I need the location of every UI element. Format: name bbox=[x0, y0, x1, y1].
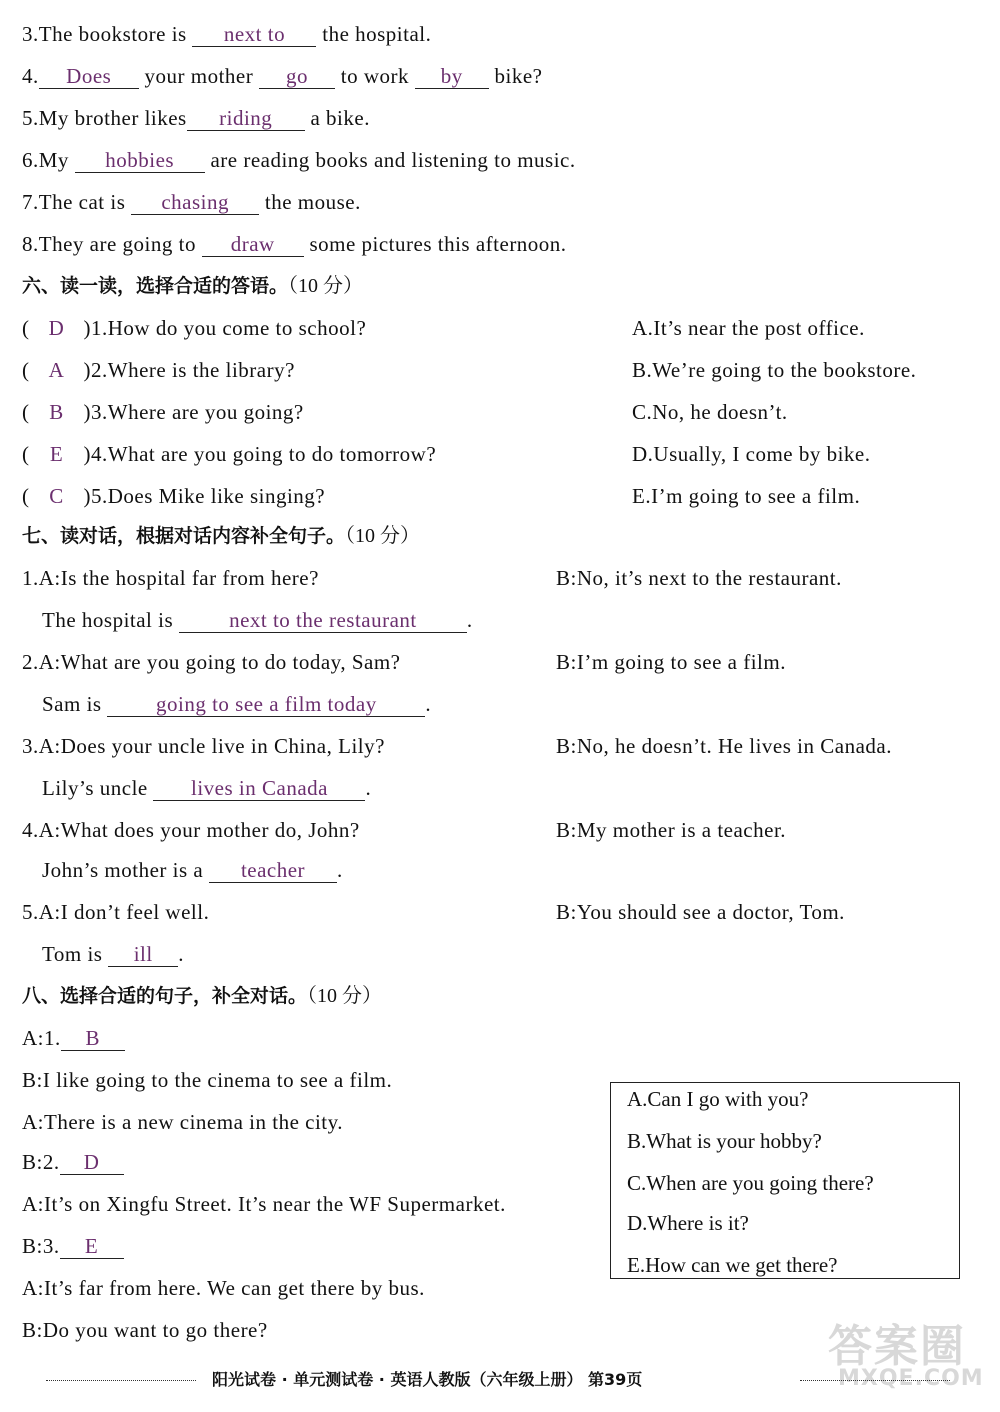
options-box bbox=[610, 1082, 960, 1279]
question-text: are reading books and listening to music. bbox=[204, 148, 576, 172]
question-text: 5.My brother likes bbox=[22, 106, 187, 130]
dialogue-a-3: 3.A:Does your uncle live in China, Lily? bbox=[22, 734, 385, 758]
question-text: to work bbox=[334, 64, 415, 88]
answer-blank: draw bbox=[202, 232, 304, 257]
speaker-label: A:1. bbox=[22, 1026, 61, 1050]
question-text: 6.My bbox=[22, 148, 75, 172]
dialogue-b-1: B:No, it’s next to the restaurant. bbox=[556, 566, 842, 590]
dialogue-line-4 bbox=[22, 1148, 124, 1176]
answer-blank: go bbox=[259, 64, 335, 89]
answer-blank: ill bbox=[108, 942, 178, 967]
watermark-url: MXQE.COM bbox=[838, 1366, 984, 1391]
matching-option-a: A.It’s near the post office. bbox=[632, 316, 865, 340]
footer-divider bbox=[800, 1380, 950, 1381]
question-text: 3.The bookstore is bbox=[22, 22, 193, 46]
watermark-text: 答案圈 bbox=[828, 1321, 966, 1372]
question-5-3 bbox=[22, 20, 431, 48]
footer-divider bbox=[46, 1380, 196, 1381]
question-text: the mouse. bbox=[259, 190, 361, 214]
question-text: John’s mother is a bbox=[42, 858, 209, 882]
question-5-6 bbox=[22, 146, 576, 174]
section-6-heading bbox=[22, 272, 363, 300]
question-text: a bike. bbox=[304, 106, 370, 130]
matching-option-e: E.I’m going to see a film. bbox=[632, 484, 861, 508]
dialogue-a-5: 5.A:I don’t feel well. bbox=[22, 900, 210, 924]
question-text: )5.Does Mike like singing? bbox=[83, 484, 326, 508]
question-text: some pictures this afternoon. bbox=[303, 232, 567, 256]
option-a: A.Can I go with you? bbox=[627, 1087, 809, 1111]
footer-text: 阳光试卷 · 单元测试卷 · 英语人教版（六年级上册） 第39页 bbox=[212, 1370, 643, 1389]
answer-letter: C bbox=[49, 484, 64, 508]
matching-option-d: D.Usually, I come by bike. bbox=[632, 442, 871, 466]
dialogue-line-7: A:It’s far from here. We can get there by bus. bbox=[22, 1276, 425, 1300]
answer-blank: next to the restaurant bbox=[179, 608, 467, 633]
dialogue-line-1 bbox=[22, 1024, 125, 1052]
answer-blank: teacher bbox=[209, 858, 337, 883]
answer-letter: D bbox=[48, 316, 65, 340]
section-7-heading bbox=[22, 522, 420, 550]
matching-option-b: B.We’re going to the bookstore. bbox=[632, 358, 917, 382]
answer-blank: E bbox=[60, 1234, 124, 1259]
completion-5 bbox=[42, 940, 184, 968]
section-title: 六、读一读，选择合适的答语。 bbox=[22, 275, 289, 297]
question-text: . bbox=[365, 776, 372, 800]
section-points: （10 分） bbox=[345, 525, 421, 547]
matching-option-c: C.No, he doesn’t. bbox=[632, 400, 788, 424]
answer-blank: by bbox=[415, 64, 489, 89]
section-8-heading bbox=[22, 982, 382, 1010]
question-text: . bbox=[178, 942, 184, 966]
question-text: )1.How do you come to school? bbox=[83, 316, 367, 340]
answer-blank: riding bbox=[187, 106, 305, 131]
answer-blank: D bbox=[60, 1150, 124, 1175]
dialogue-line-8: B:Do you want to go there? bbox=[22, 1318, 268, 1342]
matching-question-1: ( D )1.How do you come to school? bbox=[22, 316, 367, 340]
answer-letter: B bbox=[49, 400, 64, 424]
question-text: . bbox=[425, 692, 432, 716]
question-text: )4.What are you going to do tomorrow? bbox=[83, 442, 437, 466]
answer-blank: B bbox=[61, 1026, 125, 1051]
dialogue-line-3: A:There is a new cinema in the city. bbox=[22, 1110, 344, 1134]
matching-question-3: ( B )3.Where are you going? bbox=[22, 400, 304, 424]
completion-2 bbox=[42, 690, 431, 718]
section-title: 七、读对话，根据对话内容补全句子。 bbox=[22, 525, 346, 547]
option-e: E.How can we get there? bbox=[627, 1253, 838, 1277]
page-footer bbox=[0, 1366, 1000, 1396]
question-text: Lily’s uncle bbox=[42, 776, 154, 800]
dialogue-line-5: A:It’s on Xingfu Street. It’s near the WF Supermarket. bbox=[22, 1192, 506, 1216]
section-title: 八、选择合适的句子，补全对话。 bbox=[22, 985, 308, 1007]
matching-question-4: ( E )4.What are you going to do tomorrow? bbox=[22, 442, 437, 466]
question-number: 4. bbox=[22, 64, 39, 88]
speaker-label: B:2. bbox=[22, 1150, 60, 1174]
question-text: your mother bbox=[138, 64, 259, 88]
dialogue-b-2: B:I’m going to see a film. bbox=[556, 650, 786, 674]
completion-1 bbox=[42, 606, 473, 634]
dialogue-b-4: B:My mother is a teacher. bbox=[556, 818, 787, 842]
answer-blank: hobbies bbox=[75, 148, 205, 173]
section-points: （10 分） bbox=[307, 985, 383, 1007]
section-points: （10 分） bbox=[288, 275, 364, 297]
question-text: Sam is bbox=[42, 692, 108, 716]
dialogue-b-3: B:No, he doesn’t. He lives in Canada. bbox=[556, 734, 892, 758]
question-text: bike? bbox=[488, 64, 543, 88]
option-b: B.What is your hobby? bbox=[627, 1129, 822, 1153]
question-text: the hospital. bbox=[316, 22, 432, 46]
answer-letter: E bbox=[49, 442, 64, 466]
answer-blank: lives in Canada bbox=[153, 776, 365, 801]
answer-blank: chasing bbox=[131, 190, 259, 215]
speaker-label: B:3. bbox=[22, 1234, 60, 1258]
question-5-8 bbox=[22, 230, 567, 258]
completion-4 bbox=[42, 856, 343, 884]
matching-question-5: ( C )5.Does Mike like singing? bbox=[22, 484, 326, 508]
question-text: Tom is bbox=[42, 942, 109, 966]
answer-blank: Does bbox=[39, 64, 139, 89]
dialogue-a-2: 2.A:What are you going to do today, Sam? bbox=[22, 650, 401, 674]
matching-question-2: ( A )2.Where is the library? bbox=[22, 358, 295, 382]
question-5-5 bbox=[22, 104, 370, 132]
dialogue-line-6 bbox=[22, 1232, 124, 1260]
question-text: . bbox=[337, 858, 343, 882]
question-text: 7.The cat is bbox=[22, 190, 132, 214]
question-5-7 bbox=[22, 188, 361, 216]
dialogue-a-4: 4.A:What does your mother do, John? bbox=[22, 818, 360, 842]
dialogue-b-5: B:You should see a doctor, Tom. bbox=[556, 900, 845, 924]
option-c: C.When are you going there? bbox=[627, 1171, 874, 1195]
answer-blank: going to see a film today bbox=[107, 692, 425, 717]
option-d: D.Where is it? bbox=[627, 1211, 749, 1235]
question-text: )3.Where are you going? bbox=[83, 400, 304, 424]
dialogue-line-2: B:I like going to the cinema to see a film. bbox=[22, 1068, 393, 1092]
question-text: . bbox=[466, 608, 473, 632]
answer-blank: next to bbox=[192, 22, 316, 47]
dialogue-a-1: 1.A:Is the hospital far from here? bbox=[22, 566, 319, 590]
question-5-4 bbox=[22, 62, 542, 90]
question-text: 8.They are going to bbox=[22, 232, 202, 256]
answer-letter: A bbox=[48, 358, 65, 382]
question-text: The hospital is bbox=[42, 608, 179, 632]
completion-3 bbox=[42, 774, 371, 802]
question-text: )2.Where is the library? bbox=[83, 358, 295, 382]
